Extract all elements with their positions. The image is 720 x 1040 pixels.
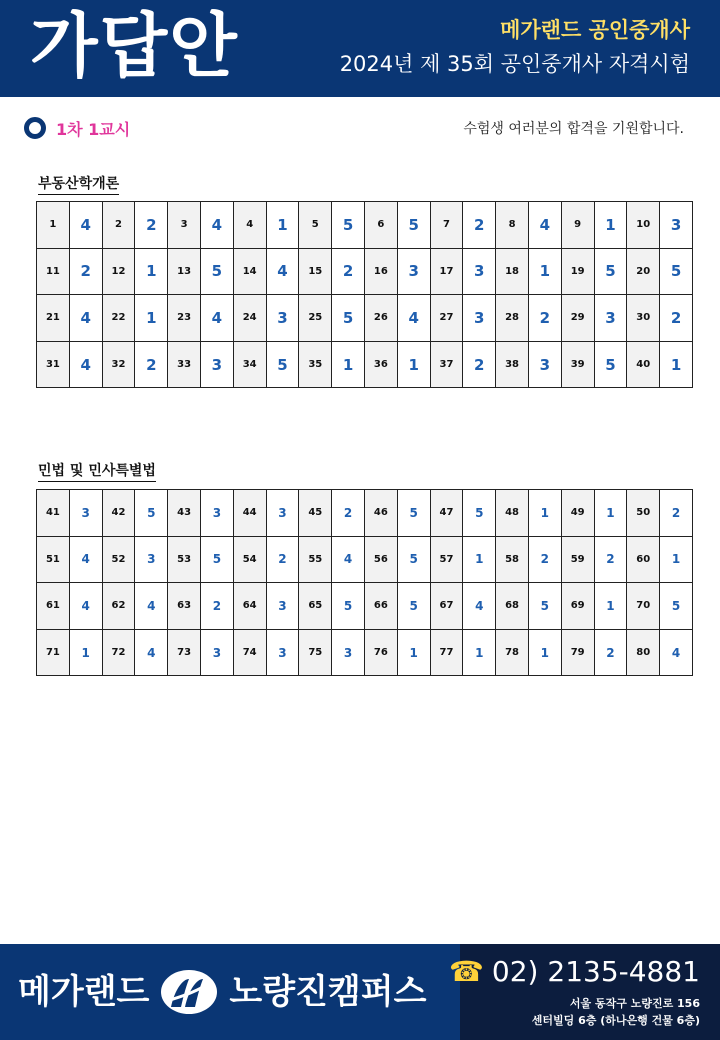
answer-value: 3 xyxy=(266,583,299,630)
question-number: 10 xyxy=(627,202,660,249)
question-number: 2 xyxy=(102,202,135,249)
answer-value: 5 xyxy=(660,248,693,295)
answer-value: 5 xyxy=(660,583,693,630)
answer-value: 2 xyxy=(528,536,561,583)
answer-value: 2 xyxy=(660,490,693,537)
question-number: 76 xyxy=(364,629,397,676)
question-number: 46 xyxy=(364,490,397,537)
question-number: 39 xyxy=(561,341,594,388)
answer-value: 3 xyxy=(200,341,233,388)
answer-value: 4 xyxy=(200,202,233,249)
question-number: 72 xyxy=(102,629,135,676)
answer-value: 5 xyxy=(528,583,561,630)
answer-value: 4 xyxy=(397,295,430,342)
answer-value: 4 xyxy=(266,248,299,295)
answer-value: 3 xyxy=(660,202,693,249)
answer-value: 1 xyxy=(266,202,299,249)
question-number: 65 xyxy=(299,583,332,630)
answer-value: 3 xyxy=(266,295,299,342)
question-number: 27 xyxy=(430,295,463,342)
question-number: 70 xyxy=(627,583,660,630)
answer-value: 3 xyxy=(135,536,168,583)
answer-value: 5 xyxy=(332,202,365,249)
answer-value: 5 xyxy=(266,341,299,388)
footer-brand xyxy=(18,966,426,1018)
answer-value: 2 xyxy=(266,536,299,583)
question-number: 42 xyxy=(102,490,135,537)
answer-value: 4 xyxy=(528,202,561,249)
answer-value: 4 xyxy=(135,629,168,676)
question-number: 33 xyxy=(168,341,201,388)
question-number: 77 xyxy=(430,629,463,676)
answer-value: 1 xyxy=(594,202,627,249)
question-number: 73 xyxy=(168,629,201,676)
answer-value: 4 xyxy=(463,583,496,630)
answer-value: 2 xyxy=(200,583,233,630)
question-number: 59 xyxy=(561,536,594,583)
question-number: 26 xyxy=(364,295,397,342)
question-number: 24 xyxy=(233,295,266,342)
answer-value: 5 xyxy=(397,490,430,537)
answer-value: 3 xyxy=(266,490,299,537)
answer-value: 1 xyxy=(528,629,561,676)
question-number: 44 xyxy=(233,490,266,537)
answer-value: 5 xyxy=(397,202,430,249)
section-title: 민법 및 민사특별법 xyxy=(38,462,156,482)
cheer-message: 수험생 여러분의 합격을 기원합니다. xyxy=(463,121,684,137)
question-number: 30 xyxy=(627,295,660,342)
question-number: 13 xyxy=(168,248,201,295)
question-number: 22 xyxy=(102,295,135,342)
question-number: 40 xyxy=(627,341,660,388)
question-number: 54 xyxy=(233,536,266,583)
answer-value: 4 xyxy=(332,536,365,583)
answer-value: 4 xyxy=(660,629,693,676)
question-number: 78 xyxy=(496,629,529,676)
question-number: 35 xyxy=(299,341,332,388)
question-number: 75 xyxy=(299,629,332,676)
question-number: 49 xyxy=(561,490,594,537)
question-number: 19 xyxy=(561,248,594,295)
answer-value: 2 xyxy=(332,490,365,537)
question-number: 38 xyxy=(496,341,529,388)
question-number: 43 xyxy=(168,490,201,537)
question-number: 41 xyxy=(37,490,70,537)
answer-value: 5 xyxy=(463,490,496,537)
answer-value: 1 xyxy=(528,248,561,295)
answer-value: 2 xyxy=(594,536,627,583)
answer-value: 3 xyxy=(200,629,233,676)
question-number: 67 xyxy=(430,583,463,630)
question-number: 9 xyxy=(561,202,594,249)
question-number: 56 xyxy=(364,536,397,583)
question-number: 74 xyxy=(233,629,266,676)
answer-value: 5 xyxy=(332,295,365,342)
answer-value: 3 xyxy=(397,248,430,295)
question-number: 80 xyxy=(627,629,660,676)
question-number: 36 xyxy=(364,341,397,388)
question-number: 50 xyxy=(627,490,660,537)
megaland-logo-icon xyxy=(159,967,219,1017)
answer-value: 2 xyxy=(660,295,693,342)
answer-value: 4 xyxy=(135,583,168,630)
question-number: 3 xyxy=(168,202,201,249)
header-banner xyxy=(0,0,720,97)
question-number: 25 xyxy=(299,295,332,342)
question-number: 68 xyxy=(496,583,529,630)
question-number: 47 xyxy=(430,490,463,537)
answer-value: 5 xyxy=(332,583,365,630)
answer-value: 1 xyxy=(397,341,430,388)
question-number: 55 xyxy=(299,536,332,583)
question-number: 1 xyxy=(37,202,70,249)
question-number: 64 xyxy=(233,583,266,630)
answer-value: 2 xyxy=(528,295,561,342)
session-label: 1차 1교시 xyxy=(56,119,131,139)
answer-value: 5 xyxy=(594,248,627,295)
answer-value: 1 xyxy=(135,248,168,295)
question-number: 18 xyxy=(496,248,529,295)
session-indicator xyxy=(24,116,130,140)
question-number: 34 xyxy=(233,341,266,388)
answer-value: 5 xyxy=(200,536,233,583)
answer-value: 4 xyxy=(69,583,102,630)
question-number: 45 xyxy=(299,490,332,537)
question-number: 6 xyxy=(364,202,397,249)
answer-value: 4 xyxy=(200,295,233,342)
table-row xyxy=(37,583,693,630)
footer-brand-right: 노량진캠퍼스 xyxy=(229,972,427,1012)
question-number: 53 xyxy=(168,536,201,583)
answer-value: 2 xyxy=(463,202,496,249)
answer-value: 2 xyxy=(463,341,496,388)
table-row xyxy=(37,341,693,388)
question-number: 28 xyxy=(496,295,529,342)
answer-value: 4 xyxy=(69,536,102,583)
brand-name: 메가랜드 공인중개사 xyxy=(500,18,690,42)
answer-value: 1 xyxy=(463,629,496,676)
question-number: 48 xyxy=(496,490,529,537)
question-number: 16 xyxy=(364,248,397,295)
question-number: 57 xyxy=(430,536,463,583)
question-number: 32 xyxy=(102,341,135,388)
answer-value: 3 xyxy=(463,248,496,295)
question-number: 4 xyxy=(233,202,266,249)
answer-value: 3 xyxy=(200,490,233,537)
question-number: 20 xyxy=(627,248,660,295)
answer-value: 4 xyxy=(69,295,102,342)
question-number: 66 xyxy=(364,583,397,630)
question-number: 60 xyxy=(627,536,660,583)
question-number: 14 xyxy=(233,248,266,295)
question-number: 52 xyxy=(102,536,135,583)
answer-value: 1 xyxy=(332,341,365,388)
answer-value: 2 xyxy=(69,248,102,295)
answer-value: 5 xyxy=(200,248,233,295)
answer-value: 1 xyxy=(594,490,627,537)
question-number: 5 xyxy=(299,202,332,249)
question-number: 37 xyxy=(430,341,463,388)
answer-value: 2 xyxy=(332,248,365,295)
answer-value: 1 xyxy=(397,629,430,676)
question-number: 15 xyxy=(299,248,332,295)
answer-value: 1 xyxy=(660,341,693,388)
answer-value: 5 xyxy=(397,583,430,630)
answer-value: 1 xyxy=(463,536,496,583)
question-number: 69 xyxy=(561,583,594,630)
question-number: 31 xyxy=(37,341,70,388)
question-number: 8 xyxy=(496,202,529,249)
answer-value: 3 xyxy=(463,295,496,342)
table-row xyxy=(37,248,693,295)
answer-value: 5 xyxy=(397,536,430,583)
answer-value: 2 xyxy=(594,629,627,676)
answer-value: 5 xyxy=(594,341,627,388)
answer-value: 1 xyxy=(528,490,561,537)
answer-value: 3 xyxy=(594,295,627,342)
answer-value: 5 xyxy=(135,490,168,537)
table-row xyxy=(37,490,693,537)
question-number: 71 xyxy=(37,629,70,676)
answer-table xyxy=(36,489,693,676)
question-number: 7 xyxy=(430,202,463,249)
question-number: 51 xyxy=(37,536,70,583)
exam-title: 2024년 제 35회 공인중개사 자격시험 xyxy=(339,52,690,76)
question-number: 62 xyxy=(102,583,135,630)
question-number: 79 xyxy=(561,629,594,676)
footer-brand-left: 메가랜드 xyxy=(18,972,150,1012)
footer-banner xyxy=(0,944,720,1040)
answer-value: 1 xyxy=(135,295,168,342)
answer-value: 1 xyxy=(69,629,102,676)
answer-value: 3 xyxy=(528,341,561,388)
answer-value: 1 xyxy=(594,583,627,630)
table-row xyxy=(37,295,693,342)
question-number: 21 xyxy=(37,295,70,342)
answer-value: 2 xyxy=(135,202,168,249)
answer-value: 2 xyxy=(135,341,168,388)
question-number: 11 xyxy=(37,248,70,295)
answer-value: 3 xyxy=(69,490,102,537)
address-line-2: 센터빌딩 6층 (하나은행 건물 6층) xyxy=(531,1014,700,1027)
answer-value: 3 xyxy=(332,629,365,676)
question-number: 61 xyxy=(37,583,70,630)
question-number: 17 xyxy=(430,248,463,295)
question-number: 12 xyxy=(102,248,135,295)
question-number: 63 xyxy=(168,583,201,630)
question-number: 29 xyxy=(561,295,594,342)
phone-number xyxy=(449,952,700,992)
address-line-1: 서울 동작구 노량진로 156 xyxy=(569,997,700,1010)
table-row xyxy=(37,536,693,583)
telephone-icon: ☎ xyxy=(449,955,484,988)
page-title: 가답안 xyxy=(30,5,239,87)
answer-value: 3 xyxy=(266,629,299,676)
section-title: 부동산학개론 xyxy=(38,175,119,195)
answer-table xyxy=(36,201,693,388)
table-row xyxy=(37,629,693,676)
table-row xyxy=(37,202,693,249)
question-number: 58 xyxy=(496,536,529,583)
circle-bullet-icon xyxy=(24,117,46,139)
answer-value: 4 xyxy=(69,341,102,388)
answer-value: 1 xyxy=(660,536,693,583)
phone-text: 02) 2135-4881 xyxy=(491,955,700,988)
question-number: 23 xyxy=(168,295,201,342)
answer-value: 4 xyxy=(69,202,102,249)
